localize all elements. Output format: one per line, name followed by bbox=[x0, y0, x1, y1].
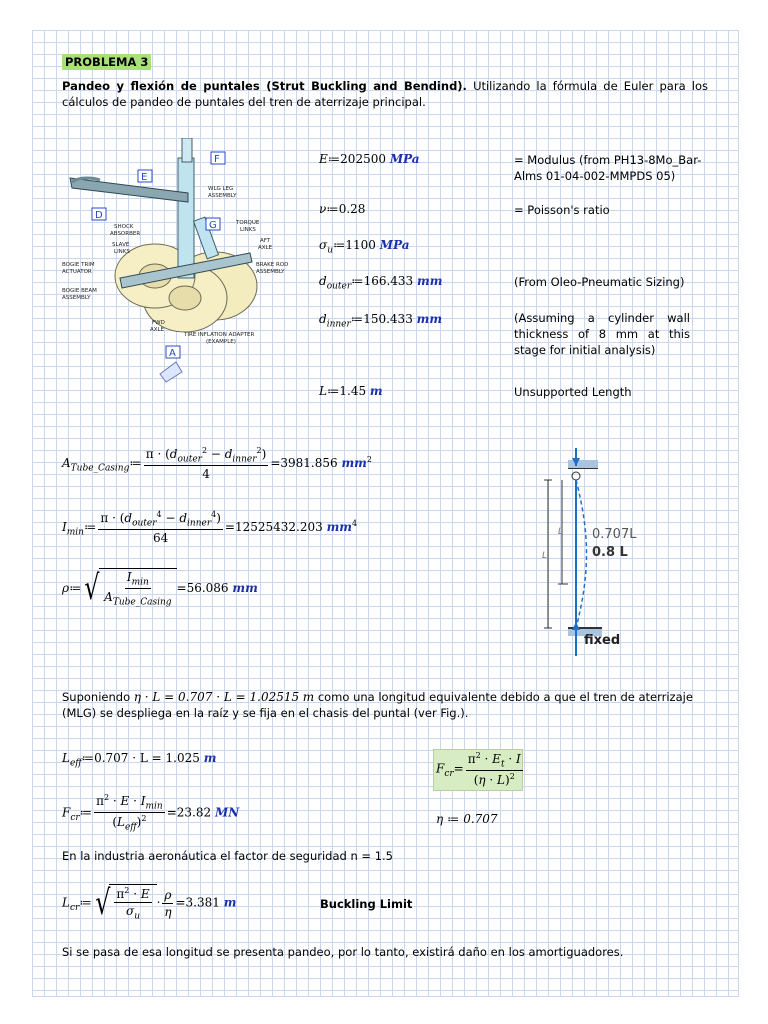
label-08l: 0.8 L bbox=[592, 545, 628, 560]
param-poisson: ν≔0.28 bbox=[319, 202, 366, 216]
svg-text:WLG LEG: WLG LEG bbox=[208, 186, 234, 192]
tag-a: A bbox=[169, 348, 176, 359]
safety-factor-text: En la industria aeronáutica el factor de seguridad n = 1.5 bbox=[62, 849, 394, 863]
problem-title: PROBLEMA 3 bbox=[62, 54, 151, 70]
param-d-outer: $d_{outer}≔166.433$ mm bbox=[319, 274, 443, 292]
svg-text:(EXAMPLE): (EXAMPLE) bbox=[206, 339, 236, 345]
param-d-inner-desc: (Assuming a cylinder wall thickness of 8 mm at this stage for initial analysis) bbox=[514, 311, 690, 357]
tag-e: E bbox=[141, 172, 148, 183]
param-d-inner: $d_{inner}≔150.433$ mm bbox=[319, 312, 443, 330]
length-label-full: L bbox=[542, 551, 548, 561]
svg-text:AXLE: AXLE bbox=[258, 245, 273, 251]
svg-text:BOGIE TRIM: BOGIE TRIM bbox=[62, 262, 95, 268]
svg-text:AXLE: AXLE bbox=[150, 327, 165, 333]
svg-text:BRAKE ROD: BRAKE ROD bbox=[256, 262, 289, 268]
svg-text:BOGIE BEAM: BOGIE BEAM bbox=[62, 288, 97, 294]
label-0707l: 0.707L bbox=[592, 527, 637, 542]
svg-text:LINKS: LINKS bbox=[240, 227, 256, 233]
label-fixed: fixed bbox=[584, 633, 621, 648]
intro-text: Utilizando la fórmula de Euler para los cálculos de pandeo de puntales del tren de aterrizaje principal. bbox=[62, 79, 708, 109]
param-poisson-desc: = Poisson's ratio bbox=[514, 203, 610, 217]
leff-equation: $L_{eff}≔0.707 \cdot L = 1.025$ m bbox=[62, 751, 217, 769]
param-length: L≔1.45 m bbox=[319, 384, 383, 398]
svg-text:FWD: FWD bbox=[152, 320, 165, 326]
inertia-equation: $I_{min}≔$ $\frac{\pi \cdot (d_{outer}^4 - d_{inner}^4)}{64}$ =12525432.203 $mm^4$ bbox=[62, 510, 358, 546]
svg-text:SLAVE: SLAVE bbox=[112, 242, 130, 248]
eta-value: η ≔ 0.707 bbox=[436, 812, 498, 826]
length-label-effective: L bbox=[558, 527, 564, 537]
svg-text:SHOCK: SHOCK bbox=[114, 224, 134, 230]
param-length-desc: Unsupported Length bbox=[514, 385, 632, 399]
svg-text:ASSEMBLY: ASSEMBLY bbox=[256, 269, 285, 275]
fcr-equation: $F_{cr}≔$ $\frac{\pi^2 \cdot E \cdot I_{min}}{(L_{eff})^2}$ =23.82 MN bbox=[62, 793, 240, 833]
svg-text:LINKS: LINKS bbox=[114, 249, 130, 255]
svg-text:ASSEMBLY: ASSEMBLY bbox=[208, 193, 237, 199]
landing-gear-illustration bbox=[60, 138, 300, 388]
param-modulus-desc: = Modulus (from PH13-8Mo_Bar-Alms 01-04-002-MMPDS 05) bbox=[514, 153, 702, 183]
param-d-outer-desc: (From Oleo-Pneumatic Sizing) bbox=[514, 275, 685, 289]
tag-f: F bbox=[214, 154, 220, 165]
lcr-equation: $L_{cr}≔$ √ $\frac{\pi^2 \cdot E}{\sigma_u}$ · $\frac{\rho}{\eta}$ =3.381 m bbox=[62, 883, 237, 924]
assumption-paragraph: Suponiendo η · L = 0.707 · L = 1.02515 m como una longitud equivalente debido a que el tren de aterrizaje (MLG) se despliega en la raíz y se fija en el chasis del puntal (ver Fig.). bbox=[62, 690, 693, 720]
svg-text:ABSORBER: ABSORBER bbox=[110, 231, 141, 237]
svg-text:ASSEMBLY: ASSEMBLY bbox=[62, 295, 91, 301]
conclusion-text: Si se pasa de esa longitud se presenta pandeo, por lo tanto, existirá daño en los amortiguadores. bbox=[62, 945, 624, 959]
buckling-limit-label: Buckling Limit bbox=[320, 897, 413, 911]
radius-gyration-equation: ρ≔ √ $\frac{I_{min}}{A_{Tube\_Casing}}$ =56.086 mm bbox=[62, 568, 258, 609]
tag-g: G bbox=[209, 220, 217, 231]
area-equation: $A_{Tube\_Casing}≔$ $\frac{\pi \cdot (d_{outer}^2 - d_{inner}^2)}{4}$ =3981.856 $mm^2$ bbox=[62, 446, 372, 482]
euler-formula: $F_{cr}=$ $\frac{\pi^2 \cdot E_t \cdot I}{(\eta \cdot L)^2}$ bbox=[436, 751, 521, 788]
svg-text:TORQUE: TORQUE bbox=[236, 220, 260, 226]
svg-text:ACTUATOR: ACTUATOR bbox=[62, 269, 92, 275]
intro-paragraph bbox=[62, 78, 708, 110]
intro-bold: Pandeo y flexión de puntales (Strut Buckling and Bendind). bbox=[62, 79, 467, 93]
buckling-diagram bbox=[528, 444, 648, 658]
svg-text:TIRE INFLATION ADAPTER: TIRE INFLATION ADAPTER bbox=[184, 332, 255, 338]
param-sigma: $\sigma_u≔1100$ MPa bbox=[319, 238, 410, 256]
param-modulus: E≔202500 MPa bbox=[319, 152, 420, 166]
svg-text:AFT: AFT bbox=[260, 238, 271, 244]
tag-d: D bbox=[95, 210, 103, 221]
